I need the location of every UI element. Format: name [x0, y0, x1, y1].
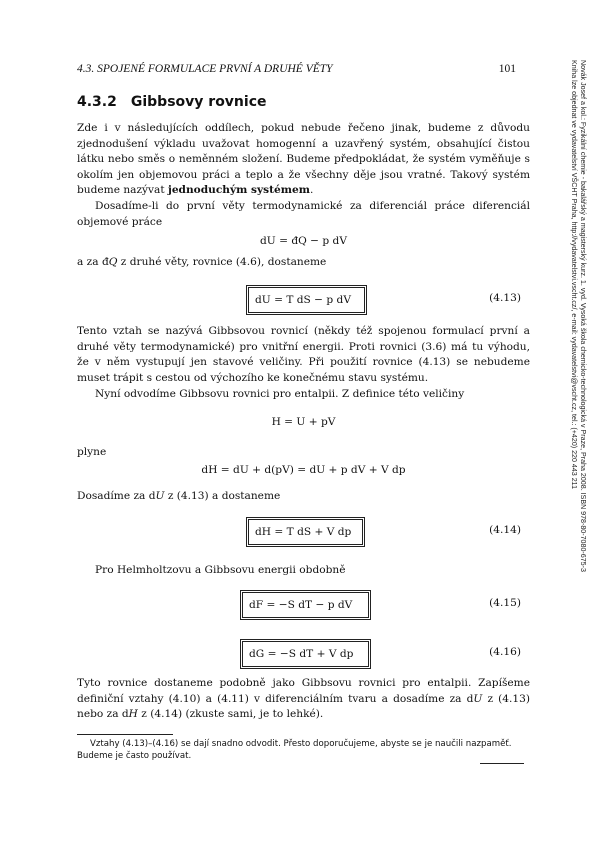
paragraph-intro	[77, 121, 530, 199]
paragraph-intro-text: Zde i v následujících oddílech, pokud nebude řečeno jinak, budeme z důvodu zjednodušení výkladu uvažovat homogenní a uzavřený systém, obsahující čistou látku nebo směs o neměnném složení. Budeme předpokládat, že systém vyměňuje s okolím jen objemovou práci a teplo a že všechny děje jsou vratné. Takový systém budeme nazývat	[77, 122, 530, 197]
footnote-rule	[77, 734, 173, 735]
paragraph-gibbs-internal-energy: Tento vztah se nazývá Gibbsovou rovnicí (někdy též spojenou formulací první a druhé věty termodynamické) pro vnitřní energii. Proti rovnici (3.6) má tu výhodu, že v něm vystupují jen stavové veličiny. Při použití rovnice (4.13) se nebudeme muset trápit s cestou od výchozího ke konečnému stavu systému.	[77, 325, 530, 384]
equation-first-law: dU = đQ − p dV	[260, 235, 347, 247]
symbol-U-2: U	[473, 692, 483, 705]
equation-4-15-box: dF = −S dT − p dV	[242, 592, 369, 618]
equation-number-4-16: (4.16)	[489, 646, 521, 658]
symbol-H: H	[128, 708, 138, 721]
paragraph-heat-b: z druhé věty, rovnice (4.6), dostaneme	[117, 256, 327, 268]
side-citation-line1: Novák Josef a kol.: Fyzikální chemie - bakalářský a magisterský kurz. 1. vyd. Vysoká škola chemicko-technologická v Praze, Praha 2008. ISBN 978-80-7080-675-3	[579, 60, 587, 572]
paragraph-substitute-b: z (4.13) a dostaneme	[164, 490, 281, 502]
section-heading	[77, 94, 267, 110]
paragraph-substitute	[77, 489, 530, 505]
paragraph-derivation-b: z (4.13) nebo za d	[77, 692, 531, 721]
equation-number-4-14: (4.14)	[489, 524, 521, 536]
symbol-Q: Q	[108, 256, 118, 268]
paragraph-plyne: plyne	[77, 446, 107, 458]
paragraph-work: Dosadíme-li do první věty termodynamické za diferenciál práce diferenciál objemové práce	[77, 200, 530, 228]
end-rule	[480, 763, 524, 764]
section-number: 4.3.2	[77, 94, 117, 110]
paragraph-heat	[77, 255, 530, 271]
footnote-line2: Budeme je často používat.	[77, 751, 192, 761]
side-citation	[569, 60, 587, 572]
section-title: Gibbsovy rovnice	[130, 94, 267, 110]
equation-4-13-box: dU = T dS − p dV	[248, 287, 365, 313]
footnote-line1: Vztahy (4.13)–(4.16) se dají snadno odvodit. Přesto doporučujeme, abyste se je naučili nazpaměť.	[90, 739, 512, 749]
equation-dH-expanded: dH = dU + d(pV) = dU + p dV + V dp	[201, 464, 406, 476]
paragraph-intro-end: .	[309, 184, 314, 197]
paragraph-enthalpy: Nyní odvodíme Gibbsovu rovnici pro entalpii. Z definice této veličiny	[95, 388, 465, 400]
equation-4-14-box: dH = T dS + V dp	[248, 519, 363, 545]
paragraph-derivation	[77, 676, 530, 723]
equation-enthalpy-definition: H = U + pV	[271, 416, 336, 428]
paragraph-heat-a: a za đ	[77, 256, 109, 268]
equation-number-4-15: (4.15)	[489, 597, 521, 609]
side-citation-line2: Kniha lze objednat ve vydavatelství VŠCHT Praha, http://vydavatelstvi.vscht.cz/, e-mail: vydavatelstvi@vscht.cz, tel.: (+420) 220 443 211	[570, 60, 578, 490]
paragraph-helmholtz-gibbs: Pro Helmholtzovu a Gibbsovu energii obdobně	[95, 564, 346, 576]
paragraph-derivation-a: Tyto rovnice dostaneme podobně jako Gibbsovu rovnici pro entalpii. Zapíšeme definiční vztahy (4.10) a (4.11) v diferenciálním tvaru a dosadíme za d	[77, 677, 530, 705]
paragraph-substitute-a: Dosadíme za d	[77, 490, 156, 502]
running-header	[77, 63, 516, 79]
equation-number-4-13: (4.13)	[489, 292, 521, 304]
header-title: 4.3. SPOJENÉ FORMULACE PRVNÍ A DRUHÉ VĚTY	[77, 63, 333, 75]
page-number: 101	[498, 63, 516, 75]
symbol-U: U	[155, 490, 165, 502]
term-simple-system: jednoduchým systémem	[167, 184, 310, 197]
paragraph-derivation-c: z (4.14) (zkuste sami, je to lehké).	[137, 708, 324, 721]
equation-4-16-box: dG = −S dT + V dp	[242, 641, 369, 667]
